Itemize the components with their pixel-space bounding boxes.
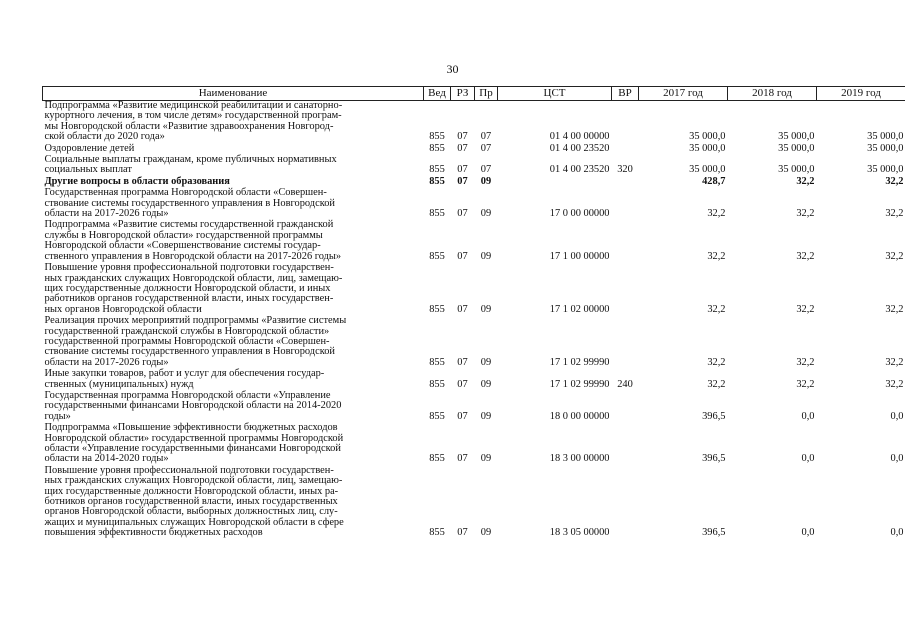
cell-2019: 32,2 — [885, 378, 904, 390]
cell-name-line: жащих и муниципальных служащих Новгородской области в сфере — [44, 516, 344, 528]
cell-2018: 35 000,0 — [778, 131, 815, 143]
cell-2019: 0,0 — [890, 453, 904, 465]
cell-name-line: социальных выплат — [44, 164, 132, 176]
cell-name-line: щих государственные должности Новгородской области, иных ра- — [44, 485, 339, 497]
cell-name — [43, 390, 424, 422]
cell-rz: 07 — [457, 175, 468, 187]
table-row — [43, 465, 905, 539]
cell-pr: 09 — [480, 250, 492, 262]
cell-name-line: Подпрограмма «Развитие системы государственной гражданской — [44, 219, 334, 231]
cell-2017: 396,5 — [702, 453, 726, 465]
cell-2017: 32,2 — [707, 208, 726, 220]
cell-name — [43, 187, 424, 219]
cell-2017: 35 000,0 — [689, 164, 726, 176]
cell-2018: 32,2 — [796, 208, 815, 220]
cell-2019: 35 000,0 — [867, 164, 904, 176]
cell-name-line: ствование системы государственного управления в Новгородской — [44, 197, 335, 209]
cell-rz: 07 — [457, 208, 468, 220]
budget-table — [42, 86, 905, 539]
cell-name-line: области на 2017-2026 годы» — [44, 208, 169, 220]
cell-2018: 32,2 — [796, 303, 815, 315]
cell-cst: 18 0 00 00000 — [549, 410, 610, 422]
cell-vr — [612, 101, 639, 143]
cell-ved: 855 — [429, 175, 445, 187]
cell-2017: 35 000,0 — [689, 142, 726, 154]
cell-name — [43, 143, 424, 154]
cell-2017: 32,2 — [707, 356, 726, 368]
cell-name-line: области «Управление государственными финансами Новгородской — [44, 443, 341, 454]
cell-name-line: органов Новгородской области, выборных должностных лиц, слу- — [44, 506, 338, 518]
cell-name — [43, 315, 424, 368]
cell-name-line: ственного управления в Новгородской области на 2017-2026 годы» — [44, 250, 342, 262]
cell-ved: 855 — [429, 131, 445, 143]
cell-2019: 32,2 — [885, 250, 904, 262]
cell-vr — [612, 315, 639, 368]
cell-2019: 35 000,0 — [867, 142, 904, 154]
header-name: Наименование — [43, 87, 424, 101]
cell-pr: 09 — [480, 303, 492, 315]
cell-name-line: щих государственные должности Новгородской области, и иных — [44, 282, 331, 294]
cell-cst: 01 4 00 23520 — [549, 164, 610, 176]
cell-2017: 396,5 — [702, 527, 726, 539]
cell-ved: 855 — [429, 356, 445, 368]
cell-ved: 855 — [429, 378, 445, 390]
cell-name — [43, 101, 424, 143]
cell-name — [43, 368, 424, 390]
cell-2018: 35 000,0 — [778, 164, 815, 176]
cell-ved: 855 — [429, 208, 445, 220]
cell-2018: 0,0 — [801, 410, 815, 422]
cell-ved: 855 — [429, 164, 445, 176]
cell-pr: 09 — [480, 208, 492, 220]
cell-pr: 07 — [480, 142, 492, 154]
cell-2017: 32,2 — [707, 378, 726, 390]
cell-vr — [612, 390, 639, 422]
cell-ved: 855 — [429, 250, 445, 262]
table-row — [43, 187, 905, 219]
cell-name-line: Государственная программа Новгородской области «Совершен- — [44, 187, 327, 199]
table-row — [43, 154, 905, 176]
cell-name-line: Подпрограмма «Развитие медицинской реабилитации и санаторно- — [44, 100, 343, 111]
cell-vr — [612, 422, 639, 465]
cell-name-line: ской области до 2020 года» — [44, 131, 165, 143]
cell-2019: 32,2 — [885, 303, 904, 315]
cell-2018: 32,2 — [796, 378, 815, 390]
cell-rz: 07 — [457, 378, 468, 390]
table-row — [43, 176, 905, 187]
cell-name-line: Реализация прочих мероприятий подпрограммы «Развитие системы — [44, 315, 347, 327]
cell-2018: 35 000,0 — [778, 142, 815, 154]
cell-vr — [612, 143, 639, 154]
cell-pr: 09 — [480, 175, 492, 187]
cell-name-line: курортного лечения, в том числе детям» государственной програм- — [44, 110, 342, 122]
cell-cst: 18 3 05 00000 — [549, 527, 610, 539]
cell-2019: 32,2 — [885, 175, 904, 187]
cell-name — [43, 422, 424, 465]
cell-2017: 32,2 — [707, 250, 726, 262]
cell-pr: 07 — [480, 131, 492, 143]
cell-cst: 17 0 00 00000 — [549, 208, 610, 220]
cell-2017: 32,2 — [707, 303, 726, 315]
cell-name-line: Подпрограмма «Повышение эффективности бюджетных расходов — [44, 422, 338, 434]
cell-name-line: повышения эффективности бюджетных расходов — [44, 527, 263, 539]
cell-rz: 07 — [457, 303, 468, 315]
cell-vr: 240 — [617, 378, 633, 390]
cell-vr — [612, 219, 639, 262]
cell-2018: 32,2 — [796, 175, 815, 187]
cell-cst — [498, 176, 612, 187]
cell-ved: 855 — [429, 453, 445, 465]
cell-vr — [612, 262, 639, 315]
cell-ved: 855 — [429, 410, 445, 422]
header-pr: Пр — [475, 87, 498, 101]
cell-cst: 17 1 00 00000 — [549, 250, 610, 262]
cell-name-line: годы» — [44, 410, 71, 422]
cell-name-line: ных гражданских служащих Новгородской области, лиц, замещаю- — [44, 475, 343, 487]
cell-rz: 07 — [457, 250, 468, 262]
cell-name-line: Иные закупки товаров, работ и услуг для обеспечения государ- — [44, 368, 325, 380]
cell-name — [43, 262, 424, 315]
cell-2019: 35 000,0 — [867, 131, 904, 143]
cell-2019: 0,0 — [890, 527, 904, 539]
cell-name-line: ных органов Новгородской области — [44, 303, 202, 315]
cell-2018: 32,2 — [796, 356, 815, 368]
table-row — [43, 143, 905, 154]
cell-ved: 855 — [429, 527, 445, 539]
cell-rz: 07 — [457, 142, 468, 154]
cell-name-line: работников органов государственной власти, иных государствен- — [44, 293, 334, 305]
header-rz: РЗ — [451, 87, 475, 101]
cell-name-line: Повышение уровня профессиональной подготовки государствен- — [44, 464, 334, 476]
cell-name — [43, 154, 424, 176]
cell-2019: 32,2 — [885, 208, 904, 220]
cell-ved: 855 — [429, 142, 445, 154]
cell-pr: 09 — [480, 356, 492, 368]
header-vr: ВР — [612, 87, 639, 101]
page-number: 30 — [446, 62, 459, 76]
cell-name — [43, 219, 424, 262]
cell-rz: 07 — [457, 356, 468, 368]
cell-pr: 09 — [480, 378, 492, 390]
cell-vr — [612, 176, 639, 187]
cell-pr: 09 — [480, 527, 492, 539]
table-row — [43, 101, 905, 143]
cell-name-line: службы в Новгородской области» государственной программы — [44, 229, 323, 241]
cell-vr — [612, 187, 639, 219]
cell-name-line: области на 2014-2020 годы» — [44, 453, 169, 465]
cell-name-line: Другие вопросы в области образования — [44, 175, 230, 187]
header-cst: ЦСТ — [498, 87, 612, 101]
header-2019: 2019 год — [817, 87, 905, 101]
cell-2018: 0,0 — [801, 527, 815, 539]
cell-name-line: Оздоровление детей — [44, 142, 135, 154]
table-body — [43, 101, 905, 539]
cell-pr: 09 — [480, 410, 492, 422]
table-row — [43, 262, 905, 315]
cell-name-line: Государственная программа Новгородской области «Управление — [44, 389, 331, 401]
table-row — [43, 219, 905, 262]
cell-rz: 07 — [457, 131, 468, 143]
cell-name-line: Новгородской области» государственной программы Новгородской — [44, 432, 344, 444]
cell-name-line: ственных (муниципальных) нужд — [44, 378, 194, 390]
cell-cst: 01 4 00 23520 — [549, 142, 610, 154]
cell-name-line: области на 2017-2026 годы» — [44, 356, 169, 368]
cell-ved: 855 — [429, 303, 445, 315]
header-2017: 2017 год — [639, 87, 728, 101]
cell-vr: 320 — [617, 164, 633, 176]
cell-name-line: Социальные выплаты гражданам, кроме публичных нормативных — [44, 154, 337, 166]
cell-rz: 07 — [457, 453, 468, 465]
cell-cst: 18 3 00 00000 — [549, 453, 610, 465]
cell-cst: 01 4 00 00000 — [549, 131, 610, 143]
header-2018: 2018 год — [728, 87, 817, 101]
cell-name-line: Новгородской области «Совершенствование системы государ- — [44, 240, 321, 252]
table-row — [43, 422, 905, 465]
cell-name-line: мы Новгородской области «Развитие здравоохранения Новгород- — [44, 120, 334, 132]
cell-name-line: Повышение уровня профессиональной подготовки государствен- — [44, 262, 334, 274]
cell-cst: 17 1 02 99990 — [549, 378, 610, 390]
cell-2019: 32,2 — [885, 356, 904, 368]
cell-name-line: ных гражданских служащих Новгородской области, лиц, замещаю- — [44, 272, 343, 284]
cell-rz: 07 — [457, 164, 468, 176]
cell-2017: 428,7 — [702, 175, 726, 187]
cell-cst: 17 1 02 00000 — [549, 303, 610, 315]
cell-2017: 35 000,0 — [689, 131, 726, 143]
cell-pr: 09 — [480, 453, 492, 465]
cell-name-line: государственной гражданской службы в Новгородской области» — [44, 325, 330, 337]
cell-2017: 396,5 — [702, 410, 726, 422]
header-ved: Вед — [424, 87, 451, 101]
cell-rz: 07 — [457, 410, 468, 422]
cell-name-line: государственной программы Новгородской области «Совершен- — [44, 335, 330, 347]
cell-pr: 07 — [480, 164, 492, 176]
cell-cst: 17 1 02 99990 — [549, 356, 610, 368]
cell-vr — [612, 465, 639, 539]
cell-name-line: государственными финансами Новгородской области на 2014-2020 — [44, 400, 342, 412]
cell-name-line: ботников органов государственной власти, иных государственных — [44, 496, 338, 508]
cell-2019: 0,0 — [890, 410, 904, 422]
cell-name — [43, 465, 424, 539]
cell-2018: 32,2 — [796, 250, 815, 262]
table-row — [43, 390, 905, 422]
cell-name — [43, 176, 424, 187]
cell-2018: 0,0 — [801, 453, 815, 465]
table-header-row — [43, 87, 905, 101]
table-row — [43, 315, 905, 368]
cell-name-line: ствование системы государственного управления в Новгородской — [44, 346, 335, 358]
table-row — [43, 368, 905, 390]
cell-rz: 07 — [457, 527, 468, 539]
